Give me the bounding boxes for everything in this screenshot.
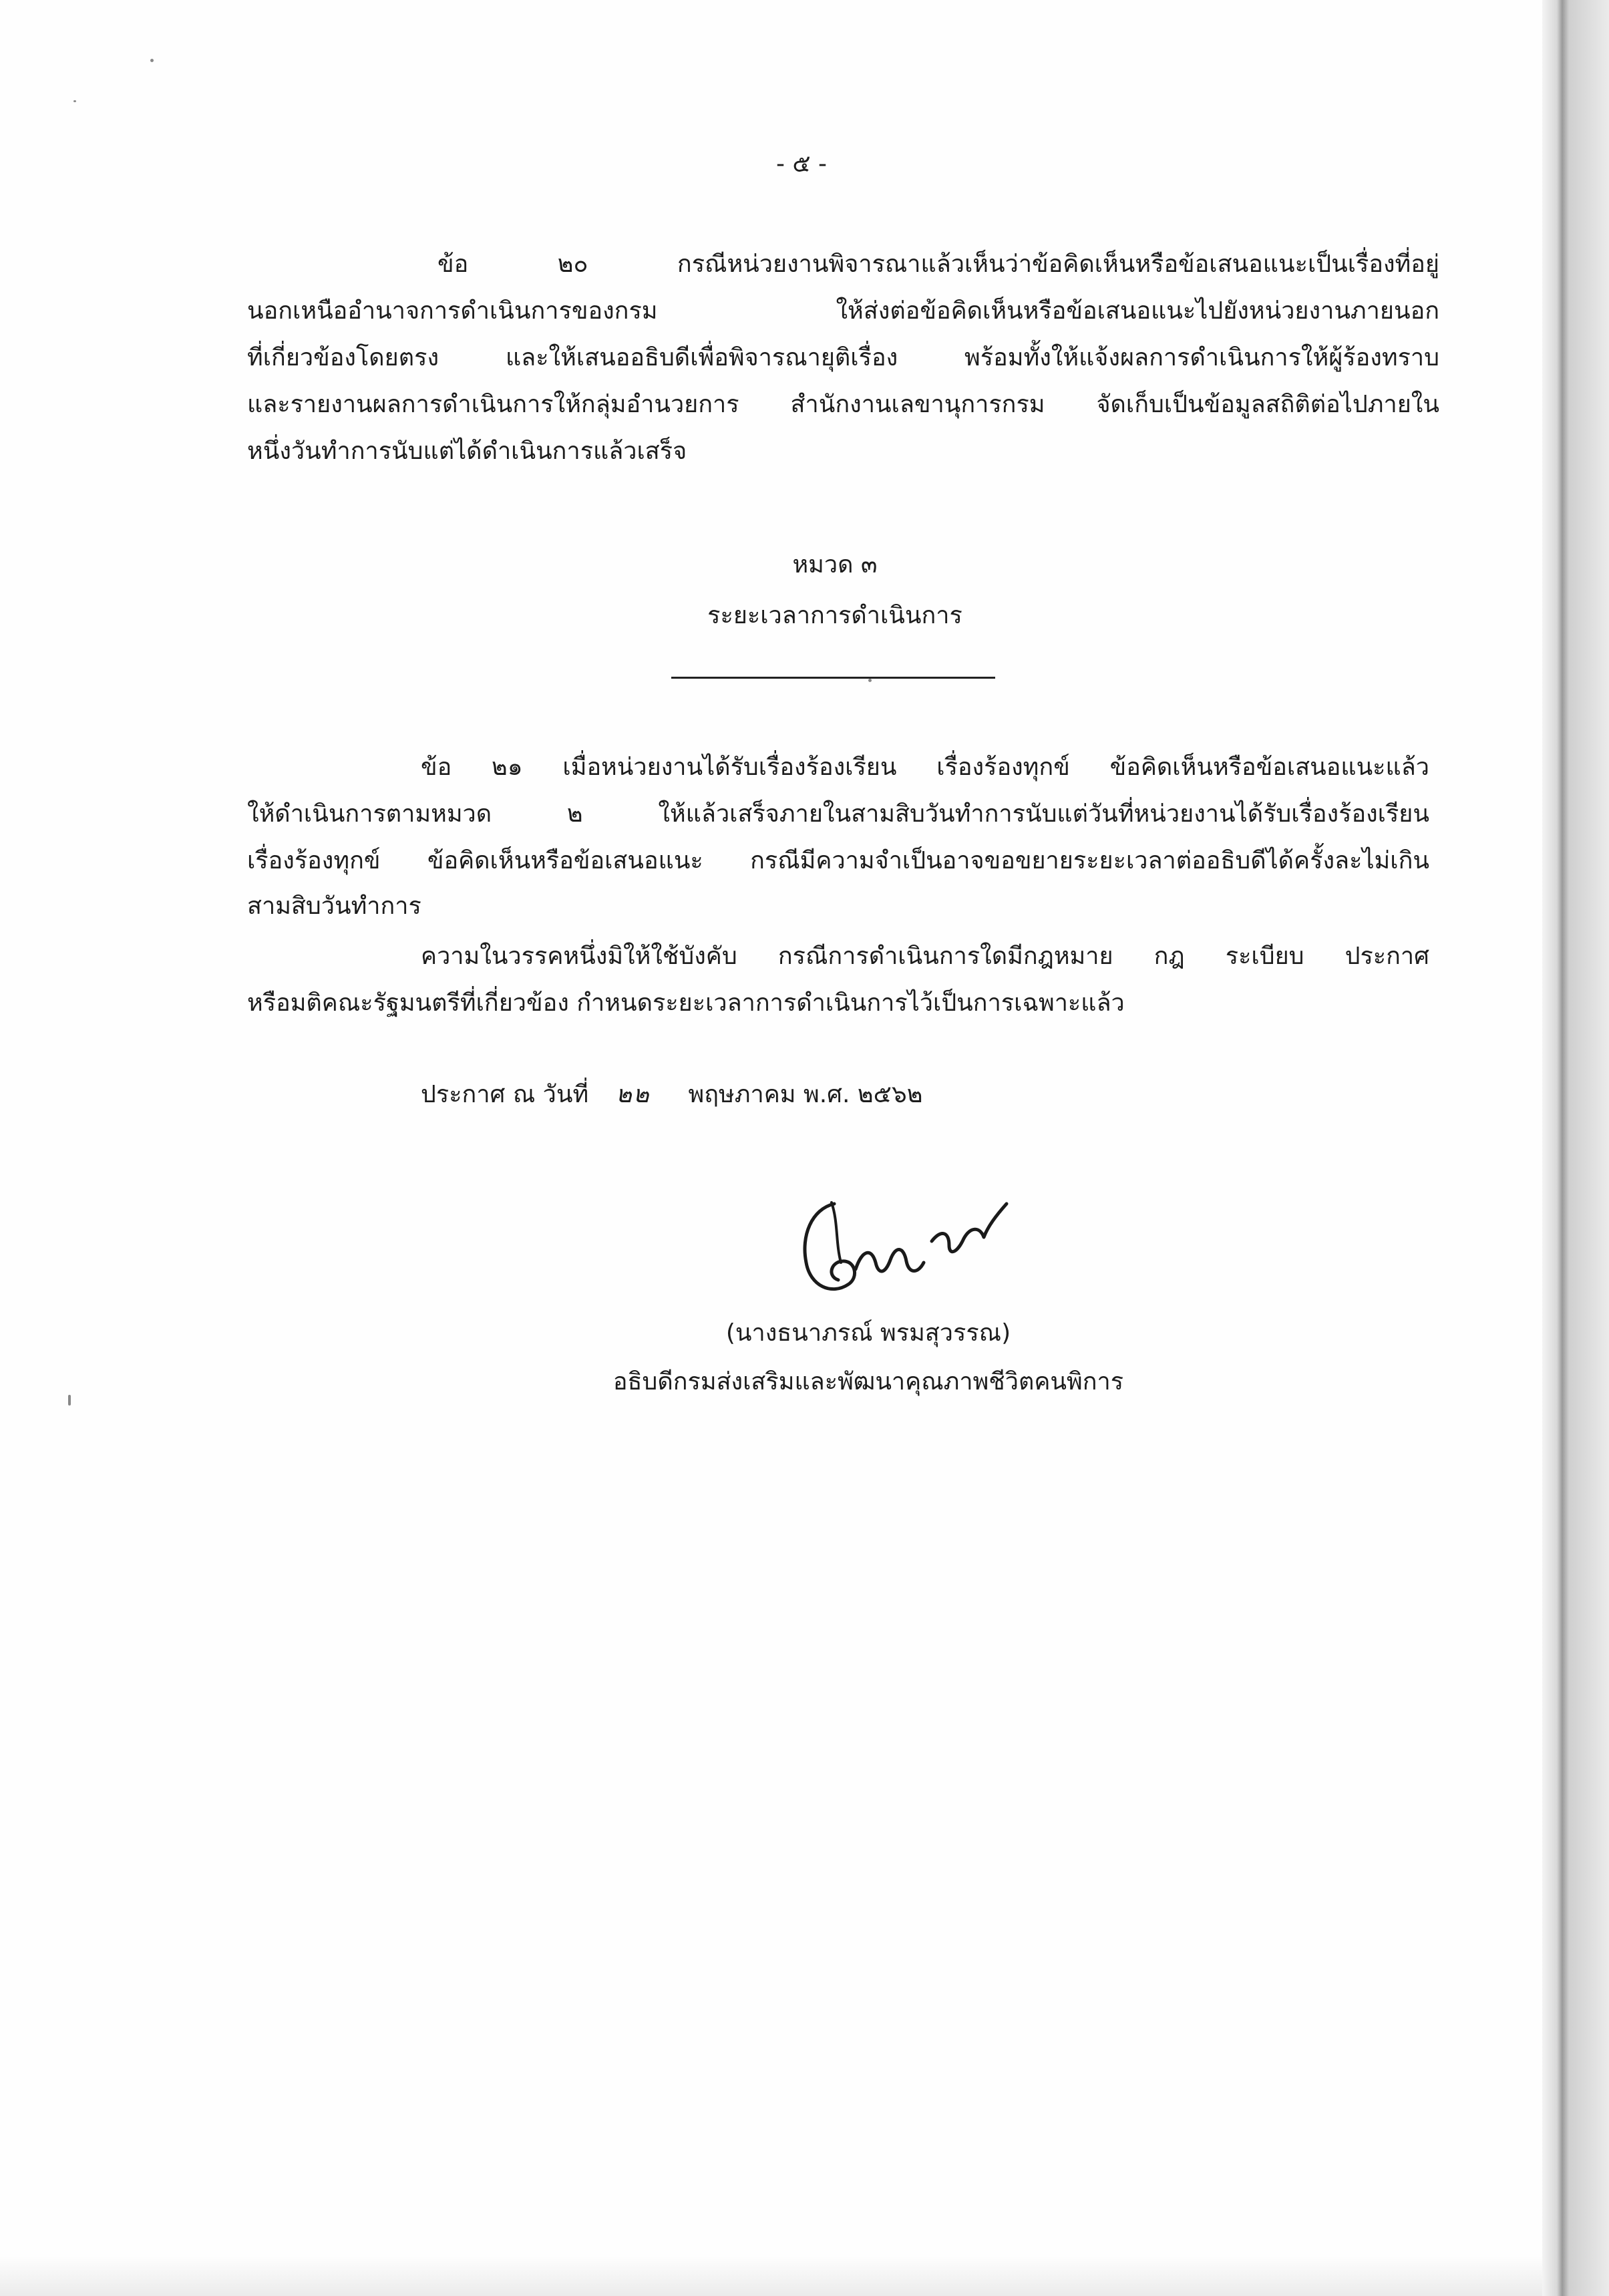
announcement-day: ๒๒ — [616, 1081, 651, 1108]
article-20-line-5: หนึ่งวันทำการนับแต่ได้ดำเนินการแล้วเสร็จ — [247, 438, 687, 465]
article-21-line-2: ให้ดำเนินการตามหมวด ๒ ให้แล้วเสร็จภายในสามสิบวันทำการนับแต่วันที่หน่วยงานได้รับเรื่องร้องเรียน — [247, 800, 1429, 828]
article-20-line-2: นอกเหนืออำนาจการดำเนินการของกรม ให้ส่งต่อข้อคิดเห็นหรือข้อเสนอแนะไปยังหน่วยงานภายนอก — [247, 297, 1439, 325]
article-20-line-3: ที่เกี่ยวข้องโดยตรง และให้เสนออธิบดีเพื่อพิจารณายุติเรื่อง พร้อมทั้งให้แจ้งผลการดำเนินการให้ผู้ร้องทราบ — [247, 344, 1439, 371]
announcement-date — [421, 1079, 922, 1111]
scanner-edge — [1542, 0, 1609, 2296]
paragraph-2-line-2: หรือมติคณะรัฐมนตรีที่เกี่ยวข้อง กำหนดระยะเวลาการดำเนินการไว้เป็นการเฉพาะแล้ว — [247, 989, 1125, 1017]
signature-image — [791, 1162, 1019, 1323]
signatory-name: (นางธนาภรณ์ พรมสุวรรณ) — [725, 1319, 1011, 1347]
scanner-bottom-shadow — [0, 2256, 1542, 2296]
announcement-prefix: ประกาศ ณ วันที่ — [421, 1081, 589, 1108]
announcement-month-year: พฤษภาคม พ.ศ. ๒๕๖๒ — [688, 1081, 923, 1108]
scan-speck — [868, 679, 872, 682]
article-21-line-3: เรื่องร้องทุกข์ ข้อคิดเห็นหรือข้อเสนอแนะ กรณีมีความจำเป็นอาจขอขยายระยะเวลาต่ออธิบดีได้ครั้งละไม่เกิน — [247, 847, 1429, 874]
scan-speck — [73, 100, 76, 102]
paragraph-2-line-1: ความในวรรคหนึ่งมิให้ใช้บังคับ กรณีการดำเนินการใดมีกฎหมาย กฎ ระเบียบ ประกาศ — [421, 943, 1429, 970]
chapter-title: ระยะเวลาการดำเนินการ — [707, 602, 962, 629]
article-21-line-4: สามสิบวันทำการ — [247, 892, 421, 920]
signatory-position: อธิบดีกรมส่งเสริมและพัฒนาคุณภาพชีวิตคนพิการ — [612, 1368, 1124, 1396]
article-20-line-4: และรายงานผลการดำเนินการให้กลุ่มอำนวยการ สำนักงานเลขานุการกรม จัดเก็บเป็นข้อมูลสถิติต่อไปภายใน — [247, 391, 1439, 418]
scan-speck — [150, 59, 154, 62]
chapter-number: หมวด ๓ — [792, 551, 878, 579]
chapter-divider — [671, 677, 995, 679]
page-number: - ๕ - — [775, 150, 828, 178]
article-21-line-1: ข้อ ๒๑ เมื่อหน่วยงานได้รับเรื่องร้องเรียน เรื่องร้องทุกข์ ข้อคิดเห็นหรือข้อเสนอแนะแล้ว — [421, 754, 1429, 781]
scan-speck — [68, 1395, 71, 1406]
article-20-line-1: ข้อ ๒๐ กรณีหน่วยงานพิจารณาแล้วเห็นว่าข้อคิดเห็นหรือข้อเสนอแนะเป็นเรื่องที่อยู่ — [437, 251, 1439, 278]
